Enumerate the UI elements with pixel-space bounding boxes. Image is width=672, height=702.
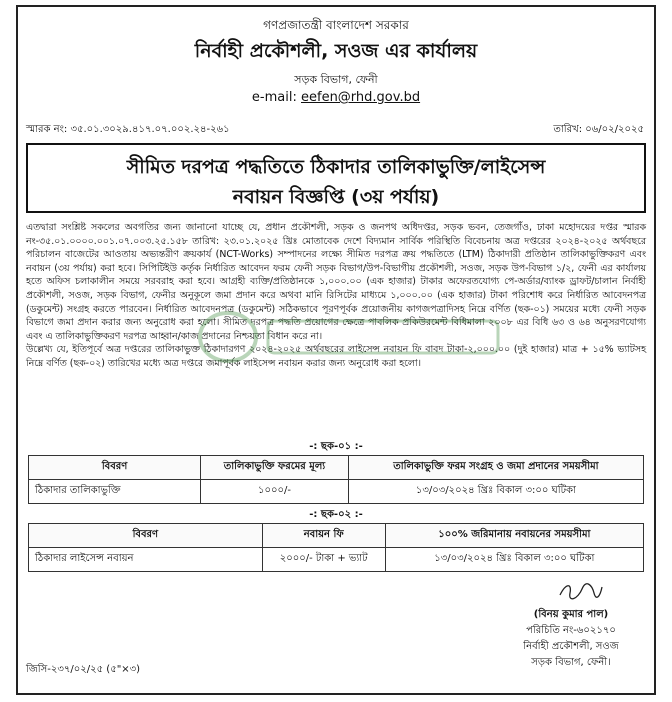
- memo-number: স্মারক নং: ৩৫.০১.৩০২৯.৪১৭.০৭.০০২.২৪-২৬১: [26, 124, 230, 135]
- government-name: গণপ্রজাতন্ত্রী বাংলাদেশ সরকার: [263, 18, 409, 32]
- email-link[interactable]: eefen@rhd.gov.bd: [301, 90, 421, 105]
- table-header-cell: তালিকাভুক্তি ফরমের মূল্য: [201, 456, 349, 480]
- table-cell: ১৩/০৩/২০২৪ খ্রিঃ বিকাল ৩:০০ ঘটিকা: [385, 548, 643, 572]
- signatory-office: সড়ক বিভাগ, ফেনী।: [531, 657, 611, 668]
- table-header-row: [29, 524, 644, 548]
- table-cell: ২০০০/- টাকা + ভ্যাট: [262, 548, 385, 572]
- handwritten-signature: [558, 581, 604, 601]
- email-line: [18, 90, 654, 105]
- notice-title-line-1: সীমিত দরপত্র পদ্ধতিতে ঠিকাদার তালিকাভুক্তি/লাইসেন্স: [126, 156, 546, 178]
- table-row: [29, 548, 644, 572]
- renewal-fee-table: [28, 523, 644, 572]
- signatory-name: (বিনয় কুমার পাল): [533, 609, 609, 620]
- watermark-logo: [188, 307, 518, 367]
- table-cell: ১০০০/-: [201, 480, 349, 504]
- notice-title-box: [26, 143, 646, 213]
- division-name: সড়ক বিভাগ, ফেনী: [294, 73, 378, 86]
- table2-title: -: ছক-০২ :-: [309, 509, 363, 520]
- table1-title: -: ছক-০১ :-: [309, 441, 363, 452]
- footer-reference: জিসি-২৩৭/০২/২৫ (৫"×৩): [26, 664, 141, 675]
- notice-page: [16, 5, 656, 695]
- table-header-cell: বিবরণ: [29, 456, 201, 480]
- memo-date: তারিখ: ০৬/০২/২০২৫: [553, 124, 644, 135]
- notice-title-line-2: নবায়ন বিজ্ঞপ্তি (৩য় পর্যায়): [232, 186, 440, 208]
- table-header-cell: ১০০% জরিমানায় নবায়নের সময়সীমা: [385, 524, 643, 548]
- table-header-cell: বিবরণ: [29, 524, 263, 548]
- body-paragraph-1: এতদ্বারা সংশ্লিষ্ট সকলের অবগতির জন্য জানানো যাচ্ছে যে, প্রধান প্রকৌশলী, সড়ক ও জনপথ অধিদপ্তর, সড়ক ভবন, তেজগাঁও, ঢাকা মহোদয়ের দপ্তর স্মারক নং-৩৫.০১.০০০০.০০১.০৭.০০৩.২৫.১৫৮ তারিখ: ২৩.০১.২০২৫ খ্রিঃ মোতাবেক দেশে বিদ্যমান সার্বিক পরিস্থিতি বিবেচনায় অত্র দপ্তরের ২০২৪-২০২৫ অর্থবছরে পরিচালন বাজেটের আওতায় অভ্যন্তরীণ ক্রয়কার্য (NCT-Works) সম্পাদনের লক্ষ্যে সীমিত দরপত্র ক্রয় পদ্ধতিতে (LTM) ঠিকাদারী প্রতিষ্ঠান তালিকাভুক্তিকরণ এবং নবায়ন (৩য় পর্যায়) করা হবে। সিপিটিইউ কর্তৃক নির্ধারিত আবেদন ফরম ফেনী সড়ক বিভাগ/উপ-বিভাগীয় প্রকৌশলী, সওজ, সড়ক উপ-বিভাগ ১/২, ফেনী এর কার্যালয় হতে অফিস চলাকালীন সময়ে সরবরাহ করা হবে। আগ্রহী ব্যক্তি/প্রতিষ্ঠানকে ১,০০০.০০ (এক হাজার) টাকার অফেরতযোগ্য পে-অর্ডার/ব্যাংক ড্রাফট/চালান নির্বাহী প্রকৌশলী, সওজ, সড়ক বিভাগ, ফেনীর অনুকূলে জমা প্রদান করে অথবা মানি রিসিটের মাধ্যমে ১,০০০.০০ (এক হাজার) টাকা পরিশোধ করে নির্ধারিত আবেদনপত্র (ডকুমেন্ট) সংগ্রহ করতে পারবেন। নির্ধারিত আবেদনপত্র (ডকুমেন্ট) সঠিকভাবে পূরণপূর্বক প্রয়োজনীয় কাগজপত্রাদিসহ নিম্নে বর্ণিত (ছক-০১) সময়ের মধ্যে ফেনী সড়ক বিভাগে জমা প্রদান করার জন্য অনুরোধ করা হলো। সীমিত দরপত্র পদ্ধতি প্রয়োগের ক্ষেত্রে পাবলিক প্রকিউরমেন্ট বিধিমালা ২০০৮ এর বিধি ৬৩ ও ৬৪ অনুসরণযোগ্য এবং এ তালিকাভুক্তিকরণ দরপত্র আহ্বান/কাজ প্রদানের নিশ্চয়তা বিধান করে না।: [26, 222, 646, 342]
- table-cell: ১৩/০৩/২০২৪ খ্রিঃ বিকাল ৩:০০ ঘটিকা: [348, 480, 643, 504]
- table-header-cell: নবায়ন ফি: [262, 524, 385, 548]
- table-cell: ঠিকাদার লাইসেন্স নবায়ন: [29, 548, 263, 572]
- table-row: [29, 480, 644, 504]
- enlistment-fee-table: [28, 455, 644, 504]
- table-header-row: [29, 456, 644, 480]
- signatory-id: পরিচিতি নং-৬০২১৭০: [526, 625, 616, 636]
- email-label: e-mail:: [251, 90, 297, 105]
- table-header-cell: তালিকাভুক্তি ফরম সংগ্রহ ও জমা প্রদানের সময়সীমা: [348, 456, 643, 480]
- office-name: নির্বাহী প্রকৌশলী, সওজ এর কার্যালয়: [194, 40, 478, 62]
- body-paragraph-2: উল্লেখ্য যে, ইতিপূর্বে অত্র দপ্তরের তালিকাভুক্ত ঠিকাদারগণ ২০২৪-২০২৫ অর্থবছরের লাইসেন্স নবায়ন ফি বাবদ টাকা-২,০০০.০০ (দুই হাজার) মাত্র + ১৫% ভ্যাটসহ নিম্নে বর্ণিত (ছক-০২) তারিখের মধ্যে অত্র দপ্তরে জমাপূর্বক লাইসেন্স নবায়ন করার জন্য অনুরোধ করা হলো।: [26, 344, 646, 369]
- signatory-designation: নির্বাহী প্রকৌশলী, সওজ: [523, 641, 619, 652]
- table-cell: ঠিকাদার তালিকাভুক্তি: [29, 480, 201, 504]
